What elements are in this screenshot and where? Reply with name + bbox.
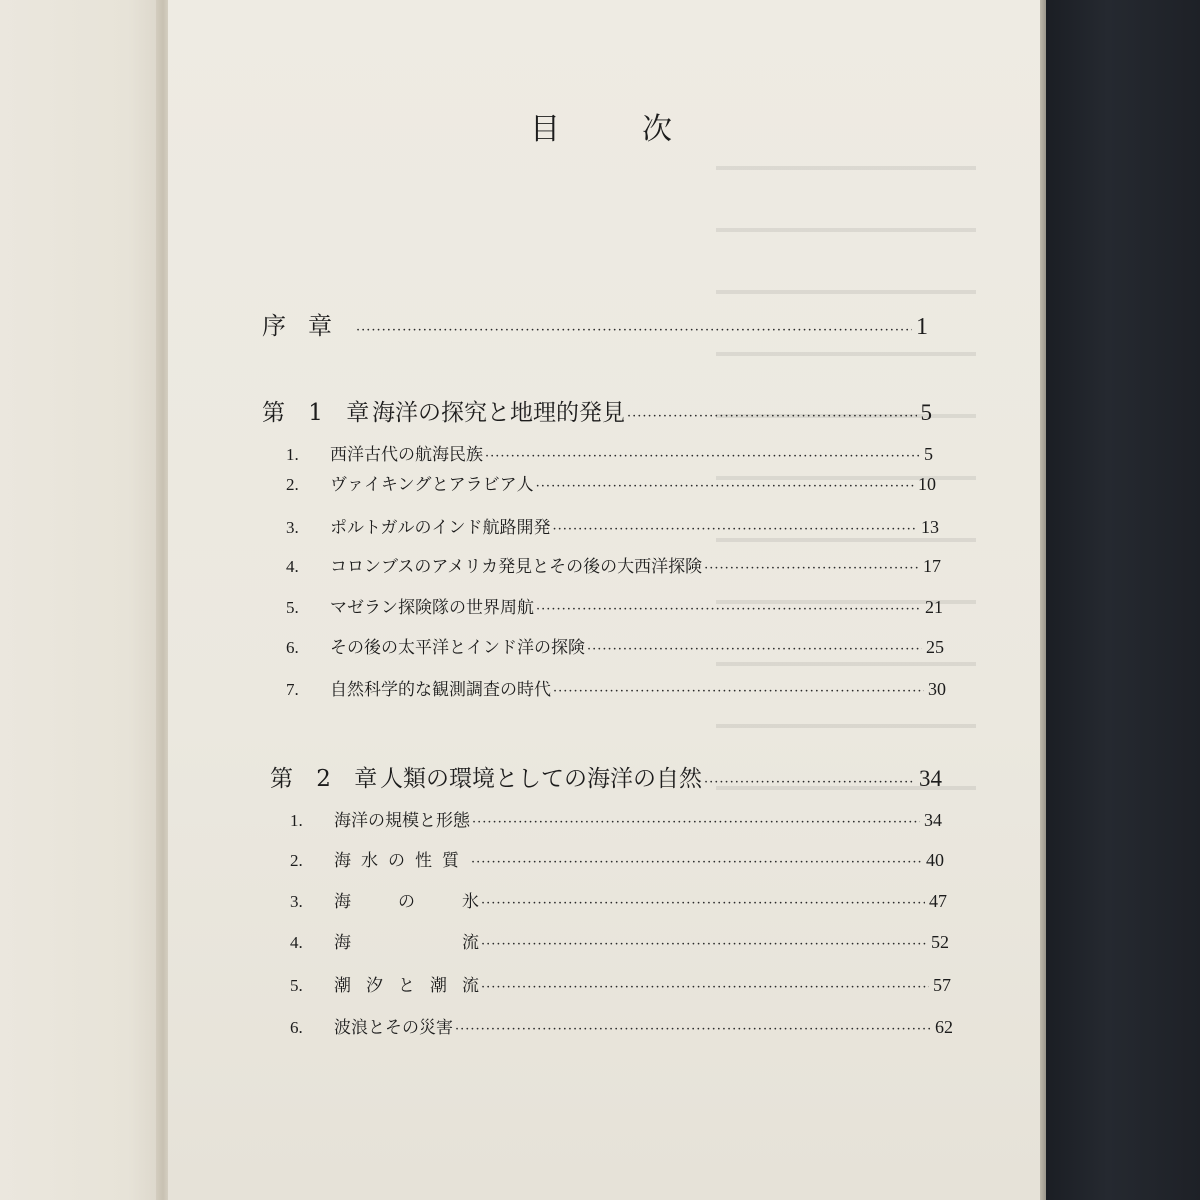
page-number: 10 [918, 474, 936, 494]
leader-dots [536, 602, 921, 617]
leader-dots [455, 1022, 931, 1037]
page-number: 17 [923, 556, 941, 576]
section-title: その後の太平洋とインド洋の探険 [330, 638, 585, 658]
page-number: 30 [928, 679, 946, 699]
toc-entry-chapter-2 [270, 760, 942, 793]
toc-entry-section [286, 593, 943, 618]
toc-entry-section [286, 513, 939, 538]
leader-dots [481, 896, 925, 911]
chapter-number: 第 2 章 [270, 766, 386, 792]
section-number: 4. [286, 557, 299, 576]
section-title: 潮汐と潮流 [334, 976, 479, 996]
leader-dots [553, 522, 918, 537]
page-number: 21 [925, 597, 943, 617]
leader-dots [481, 980, 929, 995]
toc-entry-section [290, 846, 944, 871]
leader-dots [627, 409, 917, 424]
section-number: 2. [290, 851, 303, 870]
leader-dots [553, 684, 924, 699]
toc-entry-section [290, 806, 942, 831]
toc-entry-section [290, 887, 947, 912]
toc-entry-section [290, 971, 951, 996]
section-title: 西洋古代の航海民族 [330, 445, 483, 465]
leader-dots [485, 449, 920, 464]
page-number: 47 [929, 891, 947, 911]
section-number: 1. [290, 811, 303, 830]
leader-dots [471, 855, 922, 870]
chapter-number: 第 1 章 [262, 400, 378, 426]
leader-dots [587, 642, 922, 657]
section-number: 6. [290, 1018, 303, 1037]
section-number: 4. [290, 933, 303, 952]
leader-dots [536, 479, 914, 494]
leader-dots [704, 561, 919, 576]
toc-entry-prologue [262, 306, 928, 341]
toc-entry-section [290, 928, 949, 953]
chapter-title: 人類の環境としての海洋の自然 [380, 766, 702, 792]
page-number: 34 [919, 766, 942, 791]
leader-dots [704, 775, 915, 790]
page-number: 5 [920, 400, 932, 425]
section-title: 海洋の規模と形態 [334, 811, 470, 831]
section-number: 1. [286, 445, 299, 464]
section-title: 海水の性質 [334, 851, 469, 871]
toc-entry-section [286, 633, 944, 658]
section-title: 波浪とその災害 [334, 1018, 453, 1038]
leader-dots [472, 815, 920, 830]
toc-entry-chapter-1 [262, 394, 932, 427]
page-number: 1 [916, 314, 928, 340]
section-number: 5. [286, 598, 299, 617]
section-title: 海の氷 [334, 892, 479, 912]
entry-label [270, 760, 702, 793]
page-number: 5 [924, 444, 933, 464]
toc-entry-section [286, 440, 933, 465]
section-title: ポルトガルのインド航路開発 [330, 518, 551, 538]
section-title: ヴァイキングとアラビア人 [330, 475, 534, 495]
page-title: 目次 [530, 112, 754, 147]
toc-entry-section [286, 470, 936, 495]
toc-entry-section [286, 552, 941, 577]
section-title: マゼラン探険隊の世界周航 [330, 598, 534, 618]
page-number: 40 [926, 850, 944, 870]
page-number: 34 [924, 810, 942, 830]
page-number: 62 [935, 1017, 953, 1037]
leader-dots [356, 323, 912, 338]
page-number: 57 [933, 975, 951, 995]
page-number: 13 [921, 517, 939, 537]
section-title: 海流 [334, 933, 479, 953]
section-number: 2. [286, 475, 299, 494]
section-number: 3. [290, 892, 303, 911]
toc-entry-section [290, 1013, 953, 1038]
section-number: 7. [286, 680, 299, 699]
section-title: 自然科学的な観測調査の時代 [330, 680, 551, 700]
toc-entry-section [286, 675, 946, 700]
page-number: 52 [931, 932, 949, 952]
section-number: 3. [286, 518, 299, 537]
section-number: 5. [290, 976, 303, 995]
leader-dots [481, 937, 927, 952]
entry-label: 序章 [262, 312, 354, 340]
section-title: コロンブスのアメリカ発見とその後の大西洋探険 [330, 557, 703, 577]
page-number: 25 [926, 637, 944, 657]
entry-label [262, 394, 625, 427]
chapter-title: 海洋の探究と地理的発見 [372, 400, 625, 426]
section-number: 6. [286, 638, 299, 657]
